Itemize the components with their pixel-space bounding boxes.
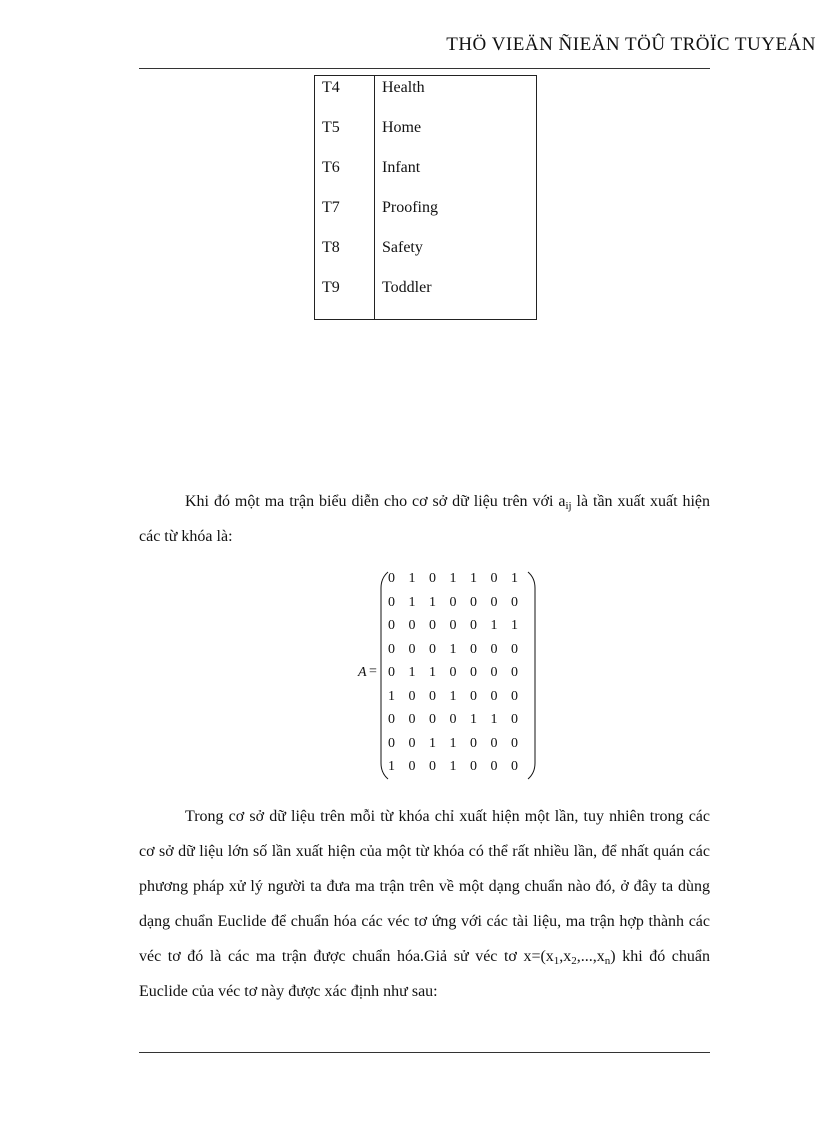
matrix-cell: 1 [511,618,518,633]
matrix-cell: 0 [511,641,518,657]
keyword-code: T6 [315,156,375,196]
keyword-code: T8 [315,236,375,276]
matrix-cell: 0 [388,594,395,610]
keyword-row [315,116,537,156]
keyword-term: Infant [375,156,537,196]
matrix-cell: 0 [408,759,416,774]
matrix-cell: 1 [490,618,498,633]
matrix-cell: 1 [408,665,416,680]
matrix-cell: 0 [470,688,477,704]
matrix-cell: 0 [490,759,498,774]
matrix-cell: 0 [388,735,395,751]
matrix-cell: 1 [511,571,518,586]
keyword-term: Health [375,76,537,117]
matrix-cell: 0 [511,735,518,751]
keyword-code: T9 [315,276,375,320]
matrix-cell: 1 [408,594,416,610]
subscript: 2 [571,955,577,967]
subscript: 1 [553,955,560,967]
matrix-cell: 0 [388,712,395,727]
keyword-row [315,196,537,236]
matrix-cell: 0 [429,571,436,586]
keyword-row [315,156,537,196]
header-divider [139,68,710,69]
paragraph-normalization [139,799,710,1009]
paragraph-text: ,x [559,948,572,965]
matrix-cell: 1 [470,571,477,586]
matrix-cell: 0 [388,618,395,633]
keyword-term: Toddler [375,276,537,320]
matrix-cell: 0 [490,665,498,680]
matrix-cell: 0 [490,571,498,586]
matrix-cell: 0 [470,618,477,633]
matrix-cell: 0 [408,712,416,727]
matrix-cell: 0 [470,594,477,610]
matrix-cell: 0 [408,641,416,657]
matrix-cell: 0 [408,618,416,633]
matrix-cell: 1 [429,665,436,680]
paragraph-text: Trong cơ sở dữ liệu trên mỗi từ khóa chỉ xuất hiện một lần, tuy nhiên trong các cơ sở dữ liệu lớn số lần xuất hiện của một từ khóa có thể rất nhiều lần, để nhất quán các phương pháp xử lý người ta đưa ma trận trên về một dạng chuẩn nào đó, ở đây ta dùng dạng chuẩn Euclide để chuẩn hóa các véc tơ ứng với các tài liệu, ma trận hợp thành các véc tơ đó là các ma trận được chuẩn hóa.Giả sử véc tơ x=(x [139,808,710,965]
matrix-cell: 1 [408,571,416,586]
keyword-table [314,75,537,320]
matrix-cell: 1 [490,712,498,727]
keyword-row [315,276,537,320]
matrix-cell: 1 [388,759,395,774]
matrix-cell: 0 [490,594,498,610]
matrix-cell: 1 [429,594,436,610]
matrix-cell: 0 [490,688,498,704]
matrix-cell: 0 [449,665,457,680]
subscript: ij [565,500,572,512]
matrix-cell: 1 [429,735,436,751]
paragraph-matrix-intro [139,484,710,554]
matrix-cell: 0 [429,712,436,727]
keyword-term: Proofing [375,196,537,236]
keyword-code: T7 [315,196,375,236]
matrix-cell: 0 [490,735,498,751]
matrix-cell: 0 [470,759,477,774]
matrix-cell: 0 [429,618,436,633]
matrix-cell: 1 [388,688,395,704]
matrix-cell: 1 [449,735,457,751]
matrix-cell: 0 [511,688,518,704]
keyword-row [315,236,537,276]
matrix-cell: 0 [429,759,436,774]
matrix-cell: 0 [470,641,477,657]
matrix-cell: 0 [408,688,416,704]
keyword-code: T5 [315,116,375,156]
paragraph-text: ) khi đó chuẩn Euclide của véc tơ này được xác định như sau: [139,948,710,1000]
matrix-cell: 0 [449,594,457,610]
matrix-cell: 1 [449,641,457,657]
paragraph-text: Khi đó một ma trận biểu diễn cho cơ sở dữ liệu trên với a [185,493,566,510]
matrix-grid [388,571,532,783]
matrix-cell: 0 [511,712,518,727]
matrix-cell: 0 [470,735,477,751]
matrix-cell: 0 [408,735,416,751]
matrix-cell: 0 [449,618,457,633]
matrix-cell: 0 [490,641,498,657]
matrix-cell: 0 [470,665,477,680]
matrix-cell: 0 [511,594,518,610]
matrix-cell: 0 [388,571,395,586]
paragraph-text: là tần xuất xuất hiện các từ khóa là: [139,493,711,545]
matrix-cell: 0 [429,688,436,704]
matrix-cell: 1 [449,571,457,586]
matrix-cell: 0 [388,641,395,657]
footer-divider [139,1052,710,1053]
matrix-cell: 0 [511,665,518,680]
matrix-cell: 1 [449,759,457,774]
keyword-code: T4 [315,76,375,117]
paragraph-text: ,...,x [576,948,605,965]
matrix-cell: 0 [388,665,395,680]
keyword-term: Home [375,116,537,156]
matrix-cell: 0 [449,712,457,727]
matrix-label: A [358,665,367,680]
page-header-title: THÖ VIEÄN ÑIEÄN TÖÛ TRÖÏC TUYEÁN [446,34,816,55]
matrix-cell: 0 [429,641,436,657]
matrix-cell: 0 [511,759,518,774]
keyword-term: Safety [375,236,537,276]
subscript: n [604,955,611,967]
keyword-row [315,76,537,117]
matrix-equation [358,568,538,783]
equals-sign: = [369,664,377,679]
matrix-cell: 1 [470,712,477,727]
matrix-cell: 1 [449,688,457,704]
